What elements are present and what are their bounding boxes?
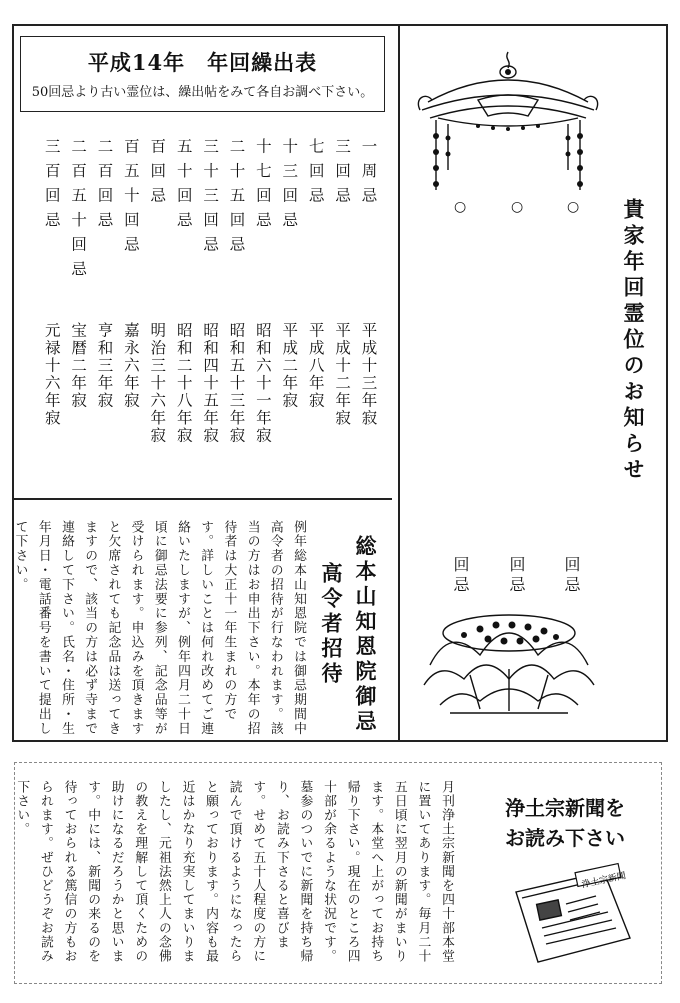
kaiki-entry: 三回忌 bbox=[333, 138, 352, 212]
death-year-entry: 昭和二十八年寂 bbox=[174, 322, 193, 445]
newspaper-illustration bbox=[508, 862, 638, 970]
left-rule bbox=[12, 24, 14, 498]
kaiki-entry: 二十五回忌 bbox=[227, 138, 246, 261]
death-year-entry: 嘉永六年寂 bbox=[121, 322, 140, 410]
death-year-entry: 宝暦二年寂 bbox=[69, 322, 88, 410]
kaiki-label-1: 回忌 bbox=[451, 556, 470, 596]
name-slot-mark-2: ○ bbox=[511, 199, 524, 215]
death-year-entry: 昭和四十五年寂 bbox=[201, 322, 220, 445]
death-year-entry: 平成十二年寂 bbox=[333, 322, 352, 427]
kaiki-entry: 十三回忌 bbox=[280, 138, 299, 236]
kaiki-label-3: 回忌 bbox=[562, 556, 581, 596]
death-year-entry: 平成八年寂 bbox=[306, 322, 325, 410]
kaiki-entry: 十七回忌 bbox=[253, 138, 272, 236]
kaiki-label-2: 回忌 bbox=[507, 556, 526, 596]
death-year-entry: 明治三十六年寂 bbox=[148, 322, 167, 445]
kaiki-entry: 百回忌 bbox=[148, 138, 167, 212]
kaiki-entry: 三百回忌 bbox=[42, 138, 61, 236]
death-year-entry: 昭和五十三年寂 bbox=[227, 322, 246, 445]
title-box bbox=[20, 36, 385, 112]
page-title: 平成14年 年回繰出表 bbox=[87, 50, 318, 75]
kaiki-entry: 三十三回忌 bbox=[201, 138, 220, 261]
notice-left-rule bbox=[398, 24, 400, 740]
lotus-illustration bbox=[420, 605, 598, 720]
death-year-entry: 平成十三年寂 bbox=[359, 322, 378, 427]
name-slot-mark-1: ○ bbox=[454, 199, 467, 215]
death-year-entry: 亨和三年寂 bbox=[95, 322, 114, 410]
shimbun-body: 月刊浄土宗新聞を四十部本堂に置いてあります。毎月二十五日頃に翌月の新聞がまいります。本堂へ上がってお持ち帰り下さい。現在のところ四十部が余るような状況です。墓参のついでに新聞を持ち帰り、お読み下さると喜びます。せめて五十人程度の方に読んで頂けるようになったらと願っております。内容も最近はかなり充実してまいりましたし、元祖法然上人の念佛の教えを理解して頂くための助けになるだろうかと思います。中には、新聞の来るのを待っておられる篤信の方もおられます。ぜひどうぞお読み下さい。 bbox=[14, 780, 454, 964]
death-year-entry: 昭和六十一年寂 bbox=[253, 322, 272, 445]
bottom-rule bbox=[12, 740, 668, 742]
kaiki-entry: 二百五十回忌 bbox=[69, 138, 88, 285]
top-rule bbox=[12, 24, 668, 26]
name-slot-mark-3: ○ bbox=[567, 199, 580, 215]
article-title-line2: 高令者招待 bbox=[319, 562, 344, 687]
shimbun-title-line2: お読み下さい bbox=[505, 826, 625, 850]
mid-rule bbox=[12, 498, 392, 500]
death-year-entry: 平成二年寂 bbox=[280, 322, 299, 410]
newspaper-label: 浄土宗新聞 bbox=[580, 871, 627, 891]
canopy-illustration bbox=[408, 40, 608, 210]
article-title-line1: 総本山知恩院御忌 bbox=[353, 535, 378, 735]
death-year-entry: 元禄十六年寂 bbox=[42, 322, 61, 427]
kaiki-entry: 二百回忌 bbox=[95, 138, 114, 236]
kaiki-entry: 七回忌 bbox=[306, 138, 325, 212]
kaiki-entry: 百五十回忌 bbox=[121, 138, 140, 261]
kaiki-entry: 一周忌 bbox=[359, 138, 378, 212]
article-body: 例年総本山知恩院では御忌期間中高令者の招待が行なわれます。該当の方はお申出下さい。本年の招待者は大正十一年生まれの方です。詳しいことは何れ改めてご連絡いたしますが、例年四月二十日頃に御忌法要に参列、記念品等が受けられます。申込みを頂きますと欠席されても記念品は送ってきますので、該当の方は必ず寺まで連絡して下さい。氏名・住所・生年月日・電話番号を書いて提出して下さい。 bbox=[12, 520, 306, 736]
title-note: 50回忌より古い霊位は、繰出帖をみて各自お調べ下さい。 bbox=[31, 85, 374, 100]
notice-right-rule bbox=[666, 24, 668, 740]
shimbun-title-line1: 浄土宗新聞を bbox=[505, 796, 625, 820]
notice-title: 貴家年回霊位のお知らせ bbox=[621, 198, 646, 484]
kaiki-entry: 五十回忌 bbox=[174, 138, 193, 236]
